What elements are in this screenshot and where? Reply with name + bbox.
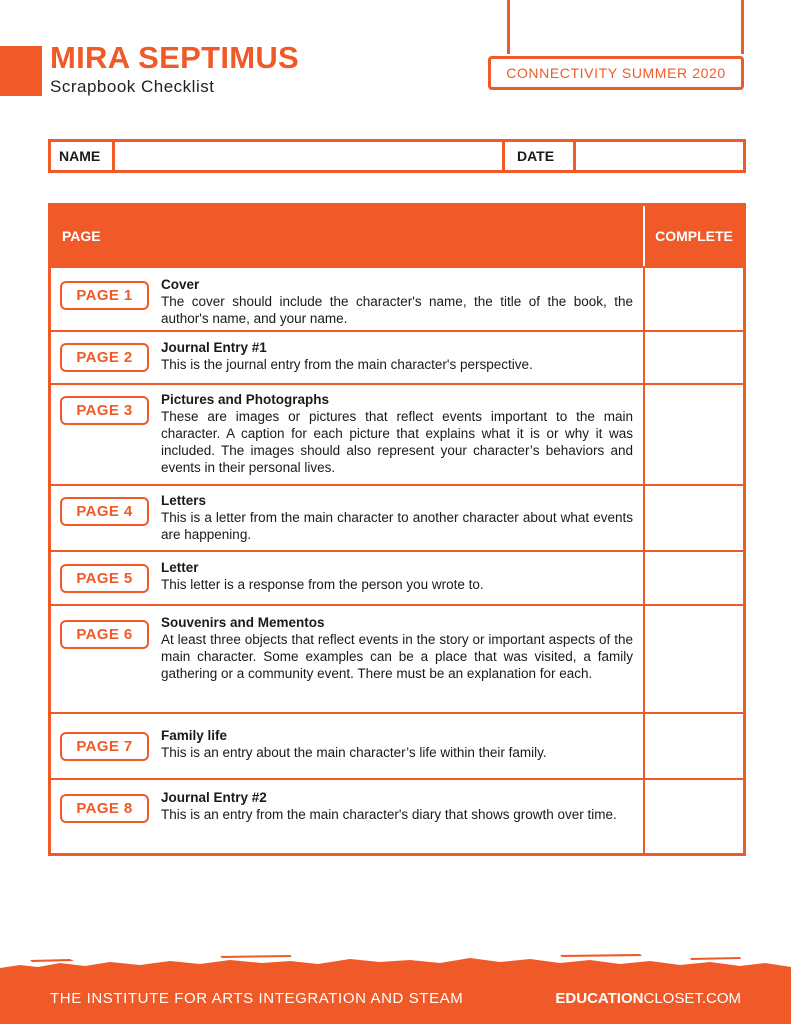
- row-description: This is the journal entry from the main character's perspective.: [161, 357, 533, 372]
- page-badge: PAGE 3: [60, 396, 149, 425]
- page-badge: PAGE 8: [60, 794, 149, 823]
- row-content: [51, 714, 645, 778]
- complete-cell[interactable]: [645, 268, 743, 330]
- row-title: Journal Entry #2: [161, 790, 267, 805]
- row-description: These are images or pictures that reflect events important to the main character. A caption for each picture that explains what it is or why it was included. The images should also represent your character’s behaviors and events in their personal lives.: [161, 409, 633, 475]
- table-row: [51, 778, 743, 853]
- row-content: [51, 606, 645, 712]
- complete-cell[interactable]: [645, 552, 743, 604]
- row-text: [161, 615, 633, 682]
- complete-cell[interactable]: [645, 780, 743, 853]
- row-text: [161, 277, 633, 327]
- table-row: [51, 330, 743, 383]
- row-title: Souvenirs and Mementos: [161, 615, 325, 630]
- column-header-complete: COMPLETE: [655, 228, 733, 244]
- footer-website-link[interactable]: [555, 990, 741, 1007]
- page-badge: PAGE 4: [60, 497, 149, 526]
- row-content: [51, 385, 645, 484]
- complete-cell[interactable]: [645, 332, 743, 383]
- complete-cell[interactable]: [645, 606, 743, 712]
- page-badge: PAGE 2: [60, 343, 149, 372]
- row-content: [51, 780, 645, 853]
- date-label: DATE: [505, 142, 576, 170]
- name-date-row: [48, 139, 746, 173]
- corner-accent-block: [0, 46, 42, 96]
- row-content: [51, 486, 645, 550]
- name-field[interactable]: [115, 142, 505, 170]
- row-text: [161, 728, 633, 761]
- complete-cell[interactable]: [645, 714, 743, 778]
- table-row: [51, 383, 743, 484]
- column-header-page: PAGE: [51, 206, 645, 266]
- complete-cell[interactable]: [645, 385, 743, 484]
- row-description: This is a letter from the main character to another character about what events are happening.: [161, 510, 633, 542]
- table-row: [51, 712, 743, 778]
- table-row: [51, 550, 743, 604]
- page-subtitle: Scrapbook Checklist: [50, 77, 215, 96]
- row-text: [161, 340, 633, 373]
- row-description: This is an entry from the main character's diary that shows growth over time.: [161, 807, 617, 822]
- row-text: [161, 560, 633, 593]
- row-title: Journal Entry #1: [161, 340, 267, 355]
- page-badge: PAGE 6: [60, 620, 149, 649]
- row-content: [51, 268, 645, 330]
- table-row: [51, 266, 743, 330]
- row-description: This is an entry about the main character’s life within their family.: [161, 745, 547, 760]
- program-tag: CONNECTIVITY SUMMER 2020: [488, 56, 744, 90]
- page-title: MIRA SEPTIMUS: [50, 40, 300, 75]
- row-description: The cover should include the character's name, the title of the book, the author's name, and your name.: [161, 294, 633, 326]
- page-badge: PAGE 7: [60, 732, 149, 761]
- footer-website-regular: CLOSET.COM: [643, 990, 741, 1007]
- row-description: This letter is a response from the person you wrote to.: [161, 577, 484, 592]
- row-title: Letter: [161, 560, 199, 575]
- row-content: [51, 552, 645, 604]
- complete-cell[interactable]: [645, 486, 743, 550]
- row-title: Cover: [161, 277, 200, 292]
- row-text: [161, 493, 633, 543]
- footer-institute-text: THE INSTITUTE FOR ARTS INTEGRATION AND STEAM: [50, 990, 464, 1007]
- date-field[interactable]: [576, 142, 743, 170]
- row-title: Letters: [161, 493, 207, 508]
- checklist-table: [48, 203, 746, 856]
- row-content: [51, 332, 645, 383]
- row-text: [161, 392, 633, 476]
- row-title: Family life: [161, 728, 228, 743]
- tag-hanger-frame: [507, 0, 744, 54]
- page-badge: PAGE 5: [60, 564, 149, 593]
- page-badge: PAGE 1: [60, 281, 149, 310]
- footer-website-bold: EDUCATION: [555, 990, 644, 1007]
- name-label: NAME: [51, 142, 115, 170]
- table-row: [51, 604, 743, 712]
- table-row: [51, 484, 743, 550]
- row-text: [161, 790, 633, 823]
- row-description: At least three objects that reflect events in the story or important aspects of the main character. Some examples can be a place that was visited, a family gathering or a community event. There must be an explanation for each.: [161, 632, 633, 681]
- row-title: Pictures and Photographs: [161, 392, 330, 407]
- table-header: [51, 206, 743, 266]
